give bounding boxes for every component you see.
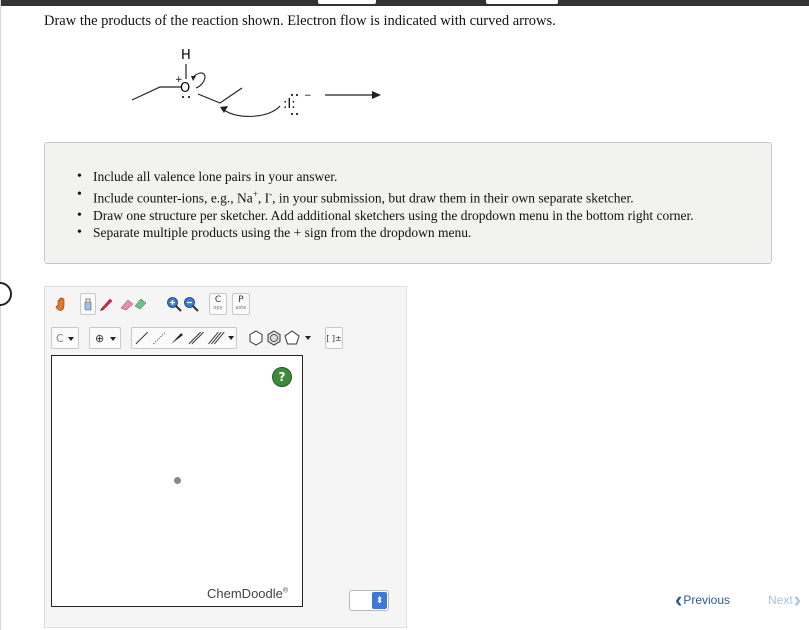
bracket-label: [ ]± [326, 333, 342, 343]
ring-selector[interactable] [247, 327, 319, 349]
sketcher-count-stepper[interactable] [349, 590, 389, 611]
brand-mark: ® [282, 587, 289, 595]
paste-label: P [238, 295, 244, 305]
instruction-sup: + [252, 188, 258, 199]
reaction-arrowhead [372, 91, 381, 99]
bracket-button[interactable] [325, 327, 343, 349]
benzene-icon [268, 331, 280, 345]
top-bar [0, 0, 809, 6]
hashed-bond-icon [154, 332, 166, 344]
instruction-text: , I [257, 190, 270, 205]
lone-pair-dot [296, 94, 298, 96]
instruction-item [93, 224, 694, 242]
zoom-in-icon[interactable] [165, 293, 183, 315]
collapse-handle[interactable] [0, 282, 12, 306]
instruction-item [93, 207, 694, 225]
drawing-canvas[interactable] [51, 355, 303, 607]
pan-hand-icon[interactable] [53, 293, 71, 315]
brand-label: ChemDoodle [207, 586, 283, 601]
hydrogen-atom: H [181, 48, 191, 63]
paste-sub: aste [235, 305, 247, 311]
review-topics-tab[interactable] [318, 0, 376, 4]
chevron-down-icon [68, 337, 74, 341]
clean-eraser-icon[interactable] [119, 293, 149, 315]
zoom-out-icon[interactable] [182, 293, 200, 315]
instructions-box [44, 142, 772, 264]
cyclohexane-icon [250, 331, 262, 345]
left-edge [0, 0, 1, 630]
cyclopentane-icon [285, 331, 299, 344]
iodide-charge: − [304, 91, 312, 101]
instructions-list [93, 168, 694, 242]
ethyl-bond-left [132, 87, 182, 100]
copy-sub: opy [213, 305, 223, 311]
references-tab[interactable] [486, 0, 558, 4]
eraser-pencil-icon[interactable] [97, 293, 115, 315]
chevron-left-icon: ‹ [675, 587, 683, 612]
lasso-icon[interactable] [80, 293, 96, 315]
toolbar-row-2 [51, 327, 351, 351]
instruction-item [93, 168, 694, 186]
question-text: Draw the products of the reaction shown. Electron flow is indicated with curved arrows. [44, 13, 556, 29]
instruction-text: Draw one structure per sketcher. Add additional sketchers using the dropdown menu in the bottom right corner. [93, 207, 694, 223]
lone-pair-dot [182, 96, 184, 98]
charge-label: ⊕ [95, 331, 105, 345]
copy-label: C [214, 295, 222, 305]
instruction-text: Separate multiple products using the + sign from the dropdown menu. [93, 225, 472, 240]
arrowhead [191, 76, 196, 81]
iodide-ion: :I: [283, 97, 296, 112]
charge-selector[interactable] [89, 327, 121, 349]
paste-button[interactable] [232, 293, 250, 315]
element-selector[interactable] [51, 327, 79, 349]
lone-pair-dot [188, 96, 190, 98]
instruction-text: Include counter-ions, e.g., Na [93, 190, 253, 205]
oxygen-atom: O [180, 81, 191, 96]
chevron-down-icon [110, 337, 116, 341]
instruction-text: Include all valence lone pairs in your answer. [93, 169, 338, 184]
chemdoodle-sketcher [44, 286, 407, 628]
lone-pair-dot [291, 94, 293, 96]
ethyl-bond-right [198, 88, 242, 103]
oxonium-charge: + [175, 75, 183, 85]
curved-arrow-iodide [224, 106, 280, 116]
previous-label: Previous [683, 593, 731, 607]
next-label: Next [768, 593, 793, 607]
instruction-sup: - [269, 188, 273, 199]
chemdoodle-brand [207, 586, 288, 601]
previous-button[interactable] [674, 587, 731, 612]
instruction-item [93, 186, 694, 207]
lone-pair-dot [291, 113, 293, 115]
lone-pair-dot [296, 113, 298, 115]
wedge-bond-icon [171, 333, 183, 344]
chevron-right-icon: › [793, 587, 802, 612]
instruction-text: , in your submission, but draw them in their own separate sketcher. [272, 190, 634, 205]
copy-button[interactable] [209, 293, 227, 315]
help-button[interactable]: ? [272, 367, 292, 387]
double-bond-icon [189, 332, 201, 344]
toolbar-row-1 [51, 293, 251, 317]
element-label: C [56, 331, 64, 345]
next-button[interactable] [768, 587, 802, 612]
bond-selector[interactable] [131, 327, 237, 349]
curved-arrow-bond [192, 73, 205, 88]
canvas-cursor-dot [174, 477, 181, 484]
reaction-scheme [120, 40, 400, 122]
updown-arrows-icon[interactable]: ⬍ [372, 592, 387, 609]
single-bond-icon [136, 332, 148, 344]
